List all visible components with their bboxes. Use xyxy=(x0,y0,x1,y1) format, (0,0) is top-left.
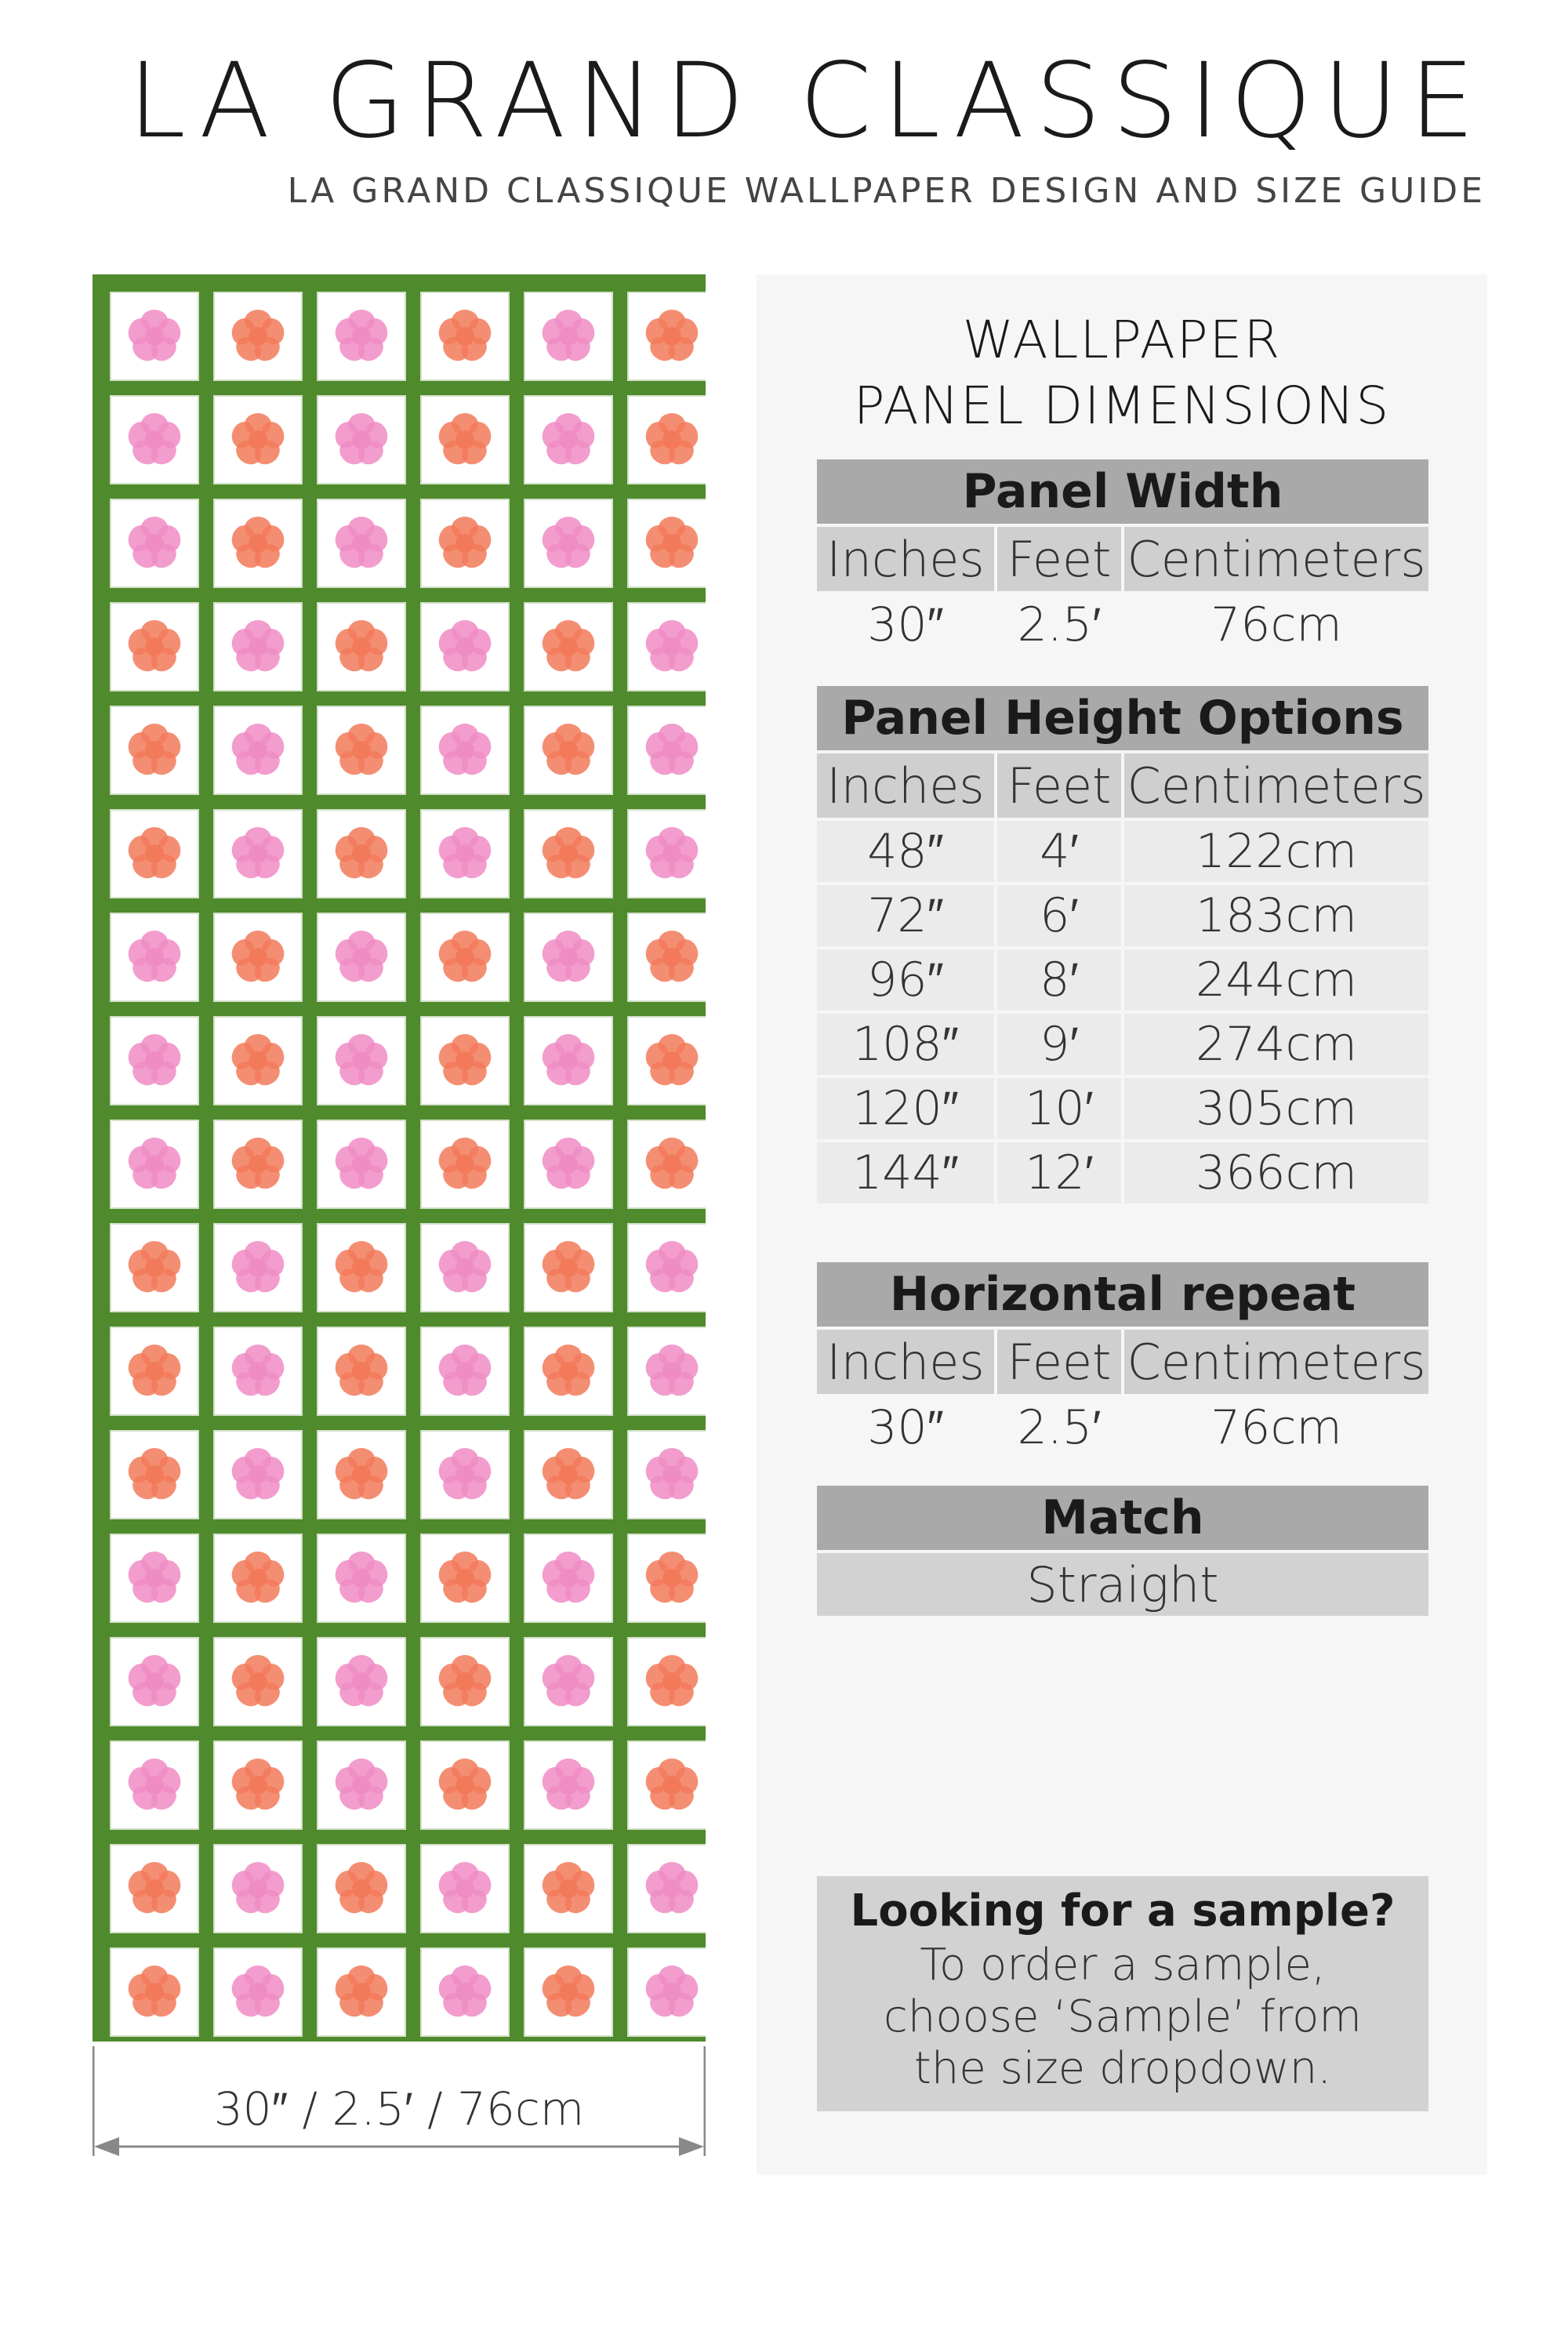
flower-icon xyxy=(535,1648,602,1715)
pattern-tile xyxy=(213,1637,303,1726)
flower-icon xyxy=(431,1234,499,1301)
flower-icon xyxy=(638,1544,706,1612)
wallpaper-swatch xyxy=(93,274,706,2042)
pattern-tile xyxy=(110,1844,199,1933)
table-columns xyxy=(817,527,1428,591)
pattern-tile xyxy=(317,809,406,898)
flower-icon xyxy=(328,1544,395,1612)
pattern-tile xyxy=(627,1844,706,1933)
flower-icon xyxy=(328,1131,395,1198)
pattern-tile xyxy=(213,499,303,588)
flower-icon xyxy=(224,1648,292,1715)
flower-icon xyxy=(121,1855,188,1922)
table-cell: 30″ xyxy=(867,597,944,652)
flower-icon xyxy=(328,1648,395,1715)
pattern-tile xyxy=(627,395,706,485)
table-row xyxy=(817,1142,1428,1203)
flower-icon xyxy=(328,1855,395,1922)
flower-icon xyxy=(638,1855,706,1922)
flower-icon xyxy=(121,924,188,991)
flower-icon xyxy=(328,1441,395,1508)
flower-icon xyxy=(224,613,292,681)
pattern-tile xyxy=(110,395,199,485)
flower-icon xyxy=(431,924,499,991)
pattern-tile xyxy=(213,1327,303,1416)
table-cell: 30″ xyxy=(867,1400,944,1455)
flower-icon xyxy=(121,303,188,370)
flower-icon xyxy=(328,1234,395,1301)
flower-icon xyxy=(535,1544,602,1612)
pattern-tile xyxy=(213,1740,303,1830)
pattern-tile xyxy=(524,706,613,795)
column-header: Inches xyxy=(817,1330,994,1394)
pattern-tile xyxy=(524,1637,613,1726)
flower-icon xyxy=(328,820,395,887)
table-row xyxy=(817,1078,1428,1139)
pattern-tile xyxy=(213,1534,303,1623)
table-cell: 96″ xyxy=(817,949,994,1011)
flower-icon xyxy=(431,1441,499,1508)
flower-icon xyxy=(328,924,395,991)
pattern-tile xyxy=(110,1534,199,1623)
table-columns xyxy=(817,753,1428,818)
pattern-tile xyxy=(213,602,303,691)
flower-icon xyxy=(224,1855,292,1922)
flower-icon xyxy=(224,1234,292,1301)
pattern-tile xyxy=(627,1947,706,2037)
pattern-tile xyxy=(317,1534,406,1623)
table-cell: 244cm xyxy=(1124,949,1428,1011)
flower-icon xyxy=(638,1958,706,2026)
table-columns xyxy=(817,1330,1428,1394)
flower-icon xyxy=(224,1751,292,1819)
flower-icon xyxy=(638,1751,706,1819)
pattern-tile xyxy=(317,1223,406,1312)
pattern-tile xyxy=(627,1016,706,1105)
flower-icon xyxy=(535,1441,602,1508)
pattern-tile xyxy=(524,1844,613,1933)
table-cell: 48″ xyxy=(817,821,994,882)
flower-icon xyxy=(535,510,602,577)
pattern-tile xyxy=(110,292,199,381)
pattern-tile xyxy=(524,809,613,898)
flower-icon xyxy=(638,613,706,681)
pattern-tile xyxy=(420,1740,510,1830)
flower-icon xyxy=(638,510,706,577)
pattern-tile xyxy=(317,1120,406,1209)
pattern-tile xyxy=(627,1223,706,1312)
flower-icon xyxy=(431,1751,499,1819)
table-heading: Match xyxy=(817,1486,1428,1550)
width-measurement xyxy=(93,2046,706,2164)
flower-icon xyxy=(224,1338,292,1405)
flower-icon xyxy=(535,406,602,474)
pattern-tile xyxy=(524,1120,613,1209)
flower-icon xyxy=(535,1958,602,2026)
flower-icon xyxy=(638,924,706,991)
flower-icon xyxy=(638,303,706,370)
pattern-tile xyxy=(213,1016,303,1105)
flower-icon xyxy=(121,510,188,577)
flower-icon xyxy=(121,1648,188,1715)
table-cell: 305cm xyxy=(1124,1078,1428,1139)
flower-icon xyxy=(224,1027,292,1094)
flower-icon xyxy=(121,406,188,474)
table-cell: 120″ xyxy=(817,1078,994,1139)
flower-icon xyxy=(535,820,602,887)
flower-icon xyxy=(535,1338,602,1405)
pattern-tile xyxy=(627,1327,706,1416)
column-header: Inches xyxy=(817,753,994,818)
table-row xyxy=(817,949,1428,1011)
flower-icon xyxy=(224,924,292,991)
pattern-tile xyxy=(524,292,613,381)
pattern-tile xyxy=(420,1637,510,1726)
flower-icon xyxy=(431,1648,499,1715)
flower-icon xyxy=(431,1958,499,2026)
flower-icon xyxy=(224,717,292,784)
flower-icon xyxy=(638,406,706,474)
flower-icon xyxy=(328,1027,395,1094)
measure-label: 30″ / 2.5′ / 76cm xyxy=(213,2082,585,2136)
table-cell: 4′ xyxy=(997,821,1121,882)
table-heading: Panel Width xyxy=(817,459,1428,524)
flower-icon xyxy=(224,303,292,370)
pattern-tile xyxy=(213,1223,303,1312)
pattern-tile xyxy=(524,1947,613,2037)
flower-icon xyxy=(431,303,499,370)
panel-title: WALLPAPER PANEL DIMENSIONS xyxy=(853,310,1391,436)
pattern-tile xyxy=(627,1637,706,1726)
pattern-tile xyxy=(627,1534,706,1623)
flower-icon xyxy=(224,1544,292,1612)
column-header: Centimeters xyxy=(1124,527,1428,591)
pattern-tile xyxy=(317,499,406,588)
flower-icon xyxy=(535,1027,602,1094)
pattern-tile xyxy=(524,1223,613,1312)
pattern-tile xyxy=(110,1223,199,1312)
pattern-tile xyxy=(317,395,406,485)
pattern-tile xyxy=(420,1430,510,1519)
flower-icon xyxy=(431,1544,499,1612)
flower-icon xyxy=(121,613,188,681)
flower-icon xyxy=(121,820,188,887)
pattern-tile xyxy=(627,1120,706,1209)
flower-icon xyxy=(121,1751,188,1819)
pattern-tile xyxy=(110,499,199,588)
pattern-tile xyxy=(110,1637,199,1726)
pattern-tile xyxy=(213,913,303,1002)
table-heading: Horizontal repeat xyxy=(817,1262,1428,1327)
pattern-tile xyxy=(524,1430,613,1519)
flower-icon xyxy=(535,1234,602,1301)
table-cell: 9′ xyxy=(997,1014,1121,1075)
pattern-tile xyxy=(524,1327,613,1416)
table-row xyxy=(817,1014,1428,1075)
pattern-tile xyxy=(317,1327,406,1416)
pattern-tile xyxy=(110,1947,199,2037)
flower-icon xyxy=(121,1027,188,1094)
flower-icon xyxy=(224,820,292,887)
column-header: Feet xyxy=(997,1330,1121,1394)
flower-icon xyxy=(535,717,602,784)
brand-subtitle: LA GRAND CLASSIQUE WALLPAPER DESIGN AND SIZE GUIDE xyxy=(287,171,1486,211)
flower-icon xyxy=(535,303,602,370)
flower-icon xyxy=(638,1131,706,1198)
table-cell: 274cm xyxy=(1124,1014,1428,1075)
table-heading: Panel Height Options xyxy=(817,686,1428,750)
column-header: Feet xyxy=(997,527,1121,591)
pattern-tile xyxy=(213,1947,303,2037)
dimensions-panel xyxy=(757,274,1487,2175)
pattern-tile xyxy=(420,1327,510,1416)
flower-icon xyxy=(328,1958,395,2026)
pattern-tile xyxy=(420,602,510,691)
flower-icon xyxy=(224,1441,292,1508)
pattern-tile xyxy=(110,1016,199,1105)
pattern-tile xyxy=(524,913,613,1002)
flower-icon xyxy=(638,1027,706,1094)
table-cell: 108″ xyxy=(817,1014,994,1075)
flower-icon xyxy=(224,510,292,577)
pattern-tile xyxy=(627,1740,706,1830)
panel-height-table xyxy=(817,686,1428,1203)
column-header: Centimeters xyxy=(1124,753,1428,818)
pattern-tile xyxy=(317,292,406,381)
pattern-tile xyxy=(213,706,303,795)
column-header: Centimeters xyxy=(1124,1330,1428,1394)
flower-icon xyxy=(431,1131,499,1198)
pattern-tile xyxy=(524,602,613,691)
pattern-tile xyxy=(420,809,510,898)
flower-icon xyxy=(328,1751,395,1819)
pattern-tile xyxy=(110,1740,199,1830)
flower-icon xyxy=(535,1855,602,1922)
flower-icon xyxy=(328,406,395,474)
column-header: Feet xyxy=(997,753,1121,818)
pattern-tile xyxy=(420,1844,510,1933)
table-cell: 366cm xyxy=(1124,1142,1428,1203)
pattern-tile xyxy=(627,602,706,691)
pattern-tile xyxy=(627,292,706,381)
flower-icon xyxy=(431,406,499,474)
column-header: Inches xyxy=(817,527,994,591)
pattern-tile xyxy=(524,395,613,485)
pattern-tile xyxy=(420,499,510,588)
pattern-tile xyxy=(213,1430,303,1519)
match-value: Straight xyxy=(817,1553,1428,1616)
table-row xyxy=(817,821,1428,882)
table-row xyxy=(817,594,1428,655)
pattern-tile xyxy=(213,395,303,485)
pattern-tile xyxy=(524,499,613,588)
flower-icon xyxy=(535,1751,602,1819)
pattern-tile xyxy=(627,809,706,898)
sample-title: Looking for a sample? xyxy=(850,1886,1396,1936)
brand-title: LA GRAND CLASSIQUE xyxy=(128,41,1486,162)
pattern-tile xyxy=(627,706,706,795)
flower-icon xyxy=(431,1855,499,1922)
table-cell: 76cm xyxy=(1210,597,1342,652)
flower-icon xyxy=(121,1441,188,1508)
flower-icon xyxy=(535,1131,602,1198)
pattern-tile xyxy=(110,1120,199,1209)
flower-icon xyxy=(638,820,706,887)
flower-icon xyxy=(328,613,395,681)
pattern-tile xyxy=(317,913,406,1002)
flower-icon xyxy=(121,1958,188,2026)
flower-icon xyxy=(121,1234,188,1301)
flower-icon xyxy=(431,717,499,784)
pattern-tile xyxy=(627,499,706,588)
flower-icon xyxy=(328,1338,395,1405)
pattern-tile xyxy=(420,1223,510,1312)
flower-icon xyxy=(328,303,395,370)
horizontal-repeat-table xyxy=(817,1262,1428,1458)
flower-icon xyxy=(638,1338,706,1405)
panel-width-table xyxy=(817,459,1428,655)
pattern-tile xyxy=(420,292,510,381)
pattern-tile xyxy=(317,1016,406,1105)
flower-icon xyxy=(224,1958,292,2026)
pattern-tile xyxy=(213,1120,303,1209)
pattern-tile xyxy=(420,1534,510,1623)
flower-icon xyxy=(638,717,706,784)
flower-icon xyxy=(121,1131,188,1198)
sample-text: To order a sample, choose ‘Sample’ from the size dropdown. xyxy=(884,1940,1362,2094)
flower-icon xyxy=(328,510,395,577)
flower-icon xyxy=(431,820,499,887)
flower-icon xyxy=(431,1027,499,1094)
flower-icon xyxy=(431,613,499,681)
pattern-tile xyxy=(110,1430,199,1519)
pattern-tile xyxy=(213,809,303,898)
pattern-tile xyxy=(110,706,199,795)
flower-icon xyxy=(121,1544,188,1612)
pattern-tile xyxy=(524,1016,613,1105)
pattern-tile xyxy=(420,395,510,485)
pattern-tile xyxy=(627,913,706,1002)
table-cell: 2.5′ xyxy=(1017,597,1102,652)
flower-icon xyxy=(638,1441,706,1508)
flower-icon xyxy=(638,1234,706,1301)
sample-info-box xyxy=(817,1876,1428,2111)
table-row xyxy=(817,1397,1428,1458)
pattern-tile xyxy=(317,1844,406,1933)
pattern-tile xyxy=(317,1430,406,1519)
pattern-tile xyxy=(317,1740,406,1830)
pattern-grid xyxy=(110,292,706,2042)
flower-icon xyxy=(224,1131,292,1198)
pattern-tile xyxy=(317,706,406,795)
pattern-tile xyxy=(420,913,510,1002)
pattern-tile xyxy=(524,1534,613,1623)
pattern-tile xyxy=(110,809,199,898)
pattern-tile xyxy=(627,1430,706,1519)
pattern-tile xyxy=(524,1740,613,1830)
flower-icon xyxy=(535,924,602,991)
pattern-tile xyxy=(317,602,406,691)
table-row xyxy=(817,885,1428,946)
pattern-tile xyxy=(420,1016,510,1105)
flower-icon xyxy=(224,406,292,474)
pattern-tile xyxy=(213,1844,303,1933)
table-cell: 144″ xyxy=(817,1142,994,1203)
flower-icon xyxy=(121,1338,188,1405)
pattern-tile xyxy=(420,1947,510,2037)
table-cell: 76cm xyxy=(1210,1400,1342,1455)
table-cell: 8′ xyxy=(997,949,1121,1011)
pattern-tile xyxy=(110,602,199,691)
table-cell: 10′ xyxy=(997,1078,1121,1139)
flower-icon xyxy=(638,1648,706,1715)
table-cell: 12′ xyxy=(997,1142,1121,1203)
table-cell: 6′ xyxy=(997,885,1121,946)
pattern-tile xyxy=(317,1637,406,1726)
flower-icon xyxy=(431,1338,499,1405)
table-cell: 122cm xyxy=(1124,821,1428,882)
pattern-tile xyxy=(213,292,303,381)
flower-icon xyxy=(535,613,602,681)
pattern-tile xyxy=(420,1120,510,1209)
flower-icon xyxy=(121,717,188,784)
table-cell: 2.5′ xyxy=(1017,1400,1102,1455)
pattern-tile xyxy=(420,706,510,795)
table-cell: 183cm xyxy=(1124,885,1428,946)
table-cell: 72″ xyxy=(817,885,994,946)
flower-icon xyxy=(328,717,395,784)
pattern-tile xyxy=(110,1327,199,1416)
match-table xyxy=(817,1486,1428,1616)
pattern-tile xyxy=(317,1947,406,2037)
pattern-tile xyxy=(110,913,199,1002)
flower-icon xyxy=(431,510,499,577)
